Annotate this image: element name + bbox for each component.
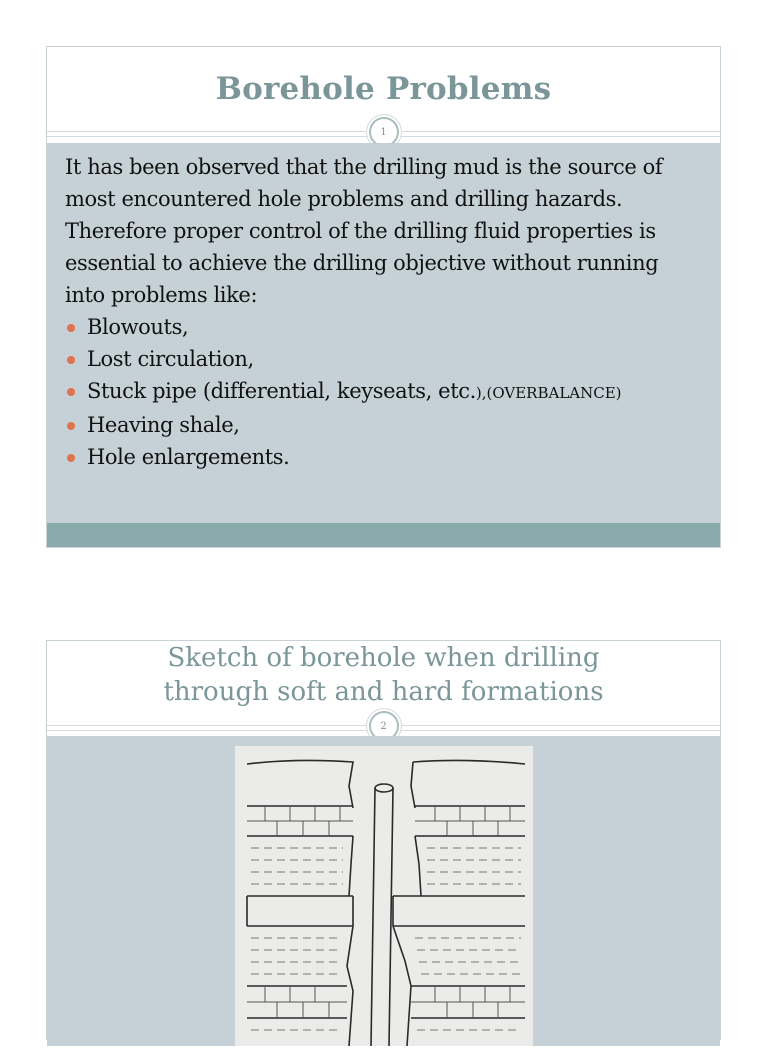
bullet-item xyxy=(65,311,685,343)
bullet-text: Heaving shale, xyxy=(87,413,240,437)
slide-number-badge: 2 xyxy=(369,711,399,741)
bullet-text-suffix: ),(OVERBALANCE) xyxy=(475,384,622,402)
bullet-icon xyxy=(67,454,75,462)
slide-title-line-1: Sketch of borehole when drilling xyxy=(167,643,600,673)
slide-body xyxy=(47,736,720,1046)
body-paragraph: It has been observed that the drilling mud is the source of most encountered hole problems and drilling hazards. Therefore proper control of the drilling fluid properties is essential to achieve the drilling objective without running into problems like: xyxy=(65,155,663,307)
bullet-text: Hole enlargements. xyxy=(87,445,290,469)
slide-body xyxy=(47,143,720,523)
bullet-item xyxy=(65,409,685,441)
bullet-item xyxy=(65,375,685,409)
slide-1 xyxy=(46,46,721,548)
bullet-text: Blowouts, xyxy=(87,315,189,339)
body-text xyxy=(65,151,685,473)
slide-number-badge: 1 xyxy=(369,117,399,147)
bullet-item xyxy=(65,343,685,375)
bullet-item xyxy=(65,441,685,473)
slide-title: Borehole Problems xyxy=(215,71,552,107)
bullet-text: Stuck pipe (differential, keyseats, etc. xyxy=(87,379,476,403)
borehole-sketch-image xyxy=(235,746,533,1046)
slide-title xyxy=(47,641,720,709)
slide-header xyxy=(47,47,720,143)
slide-header xyxy=(47,641,720,736)
bullet-icon xyxy=(67,324,75,332)
bullet-list xyxy=(65,311,685,473)
bullet-icon xyxy=(67,388,75,396)
bullet-text: Lost circulation, xyxy=(87,347,254,371)
borehole-sketch-drawing xyxy=(235,746,533,1046)
bullet-icon xyxy=(67,356,75,364)
bullet-icon xyxy=(67,422,75,430)
slide-2 xyxy=(46,640,721,1040)
slide-title-line-2: through soft and hard formations xyxy=(163,677,604,707)
slide-footer-bar xyxy=(47,523,720,547)
